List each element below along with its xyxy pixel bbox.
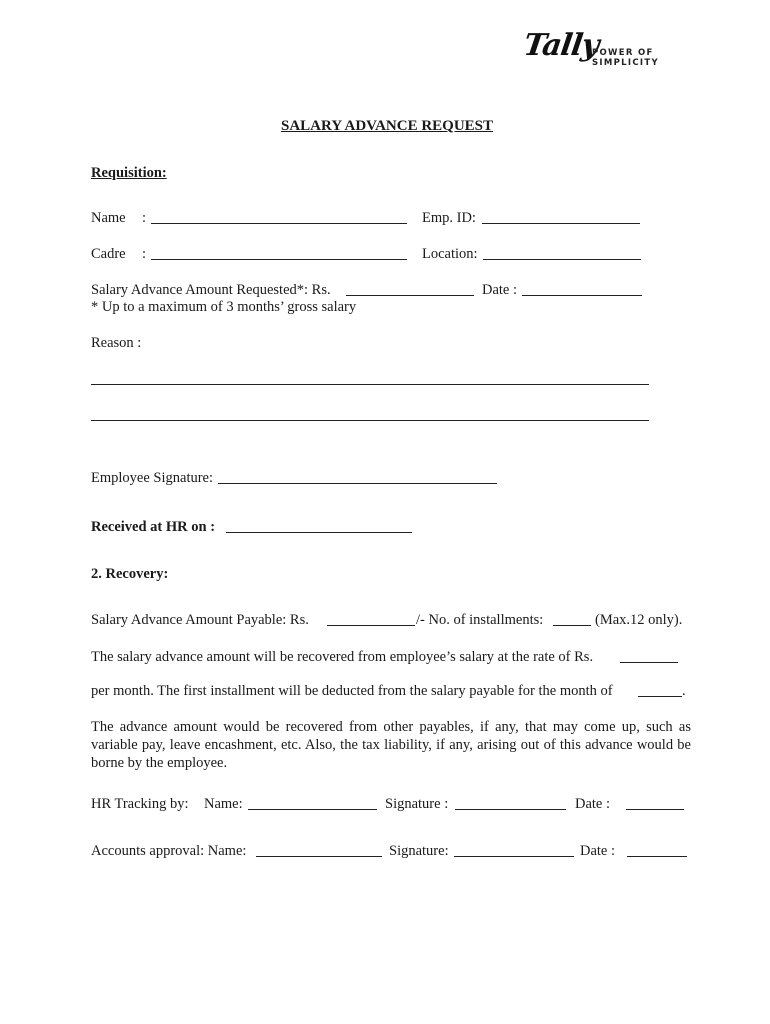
employee-signature-label: Employee Signature: [91, 470, 214, 486]
accounts-date-label: Date : [580, 843, 616, 859]
month-period: . [682, 683, 686, 699]
accounts-date-field[interactable] [627, 843, 687, 857]
emp-id-label: Emp. ID: [422, 210, 476, 226]
other-payables-paragraph: The advance amount would be recovered from other payables, if any, that may come up, such as variable pay, leave encashment, etc. Also, the tax liability, if any, arising out of this advance would be borne by the employee. [91, 719, 691, 771]
date-label: Date : [482, 282, 518, 298]
amount-requested-field[interactable] [346, 282, 474, 296]
accounts-signature-label: Signature: [389, 843, 449, 859]
cadre-label: Cadre [91, 246, 126, 262]
tally-logo [522, 28, 712, 72]
installments-label: /- No. of installments: [416, 612, 544, 628]
reason-line-1[interactable] [91, 371, 649, 385]
employee-signature-field[interactable] [218, 470, 497, 484]
received-at-hr-field[interactable] [226, 519, 412, 533]
date-field[interactable] [522, 282, 642, 296]
form-title: SALARY ADVANCE REQUEST [281, 118, 494, 134]
accounts-name-field[interactable] [256, 843, 382, 857]
reason-label: Reason : [91, 335, 142, 351]
hr-tracking-signature-label: Signature : [385, 796, 449, 812]
name-label: Name [91, 210, 126, 226]
cadre-colon: : [142, 246, 147, 262]
hr-tracking-signature-field[interactable] [455, 796, 566, 810]
cadre-field[interactable] [151, 246, 407, 260]
emp-id-field[interactable] [482, 210, 640, 224]
reason-line-2[interactable] [91, 407, 649, 421]
accounts-signature-field[interactable] [454, 843, 574, 857]
amount-note: * Up to a maximum of 3 months’ gross salary [91, 299, 357, 315]
logo-word: Tally [521, 28, 601, 63]
recovery-rate-field[interactable] [620, 649, 678, 663]
first-installment-month-field[interactable] [638, 683, 682, 697]
recovery-heading: 2. Recovery: [91, 566, 169, 582]
recovery-rate-text: The salary advance amount will be recovered from employee’s salary at the rate of Rs. [91, 649, 594, 665]
logo-tagline: POWER OF SIMPLICITY [592, 48, 659, 68]
name-colon: : [142, 210, 147, 226]
first-installment-text: per month. The first installment will be deducted from the salary payable for the month of [91, 683, 613, 699]
amount-requested-label: Salary Advance Amount Requested*: Rs. [91, 282, 331, 298]
installments-field[interactable] [553, 612, 591, 626]
hr-tracking-label: HR Tracking by: [91, 796, 189, 812]
max-installments-note: (Max.12 only). [595, 612, 683, 628]
name-field[interactable] [151, 210, 407, 224]
amount-payable-field[interactable] [327, 612, 415, 626]
location-field[interactable] [483, 246, 641, 260]
hr-tracking-name-field[interactable] [248, 796, 377, 810]
amount-payable-label: Salary Advance Amount Payable: Rs. [91, 612, 309, 628]
received-at-hr-label: Received at HR on : [91, 519, 216, 535]
hr-tracking-date-field[interactable] [626, 796, 684, 810]
hr-tracking-name-label: Name: [204, 796, 243, 812]
requisition-heading: Requisition: [91, 165, 167, 181]
location-label: Location: [422, 246, 478, 262]
hr-tracking-date-label: Date : [575, 796, 611, 812]
accounts-approval-label: Accounts approval: Name: [91, 843, 247, 859]
